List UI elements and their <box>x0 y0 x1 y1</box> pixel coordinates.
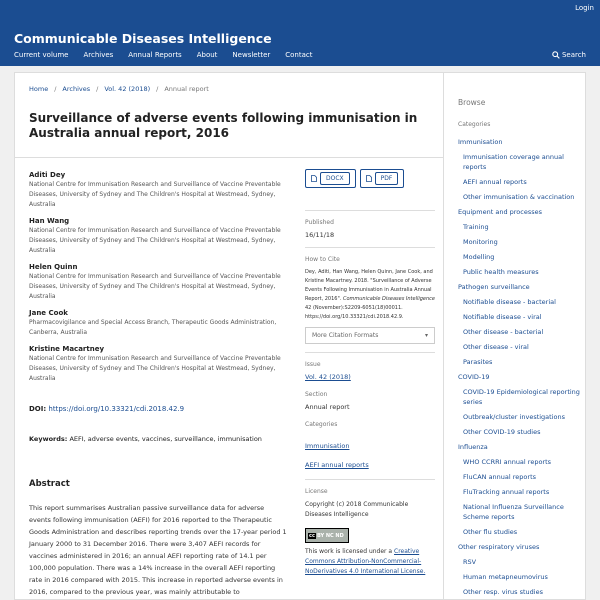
sidebar-subcategory-link[interactable]: Other disease - bacterial <box>463 328 544 336</box>
breadcrumb-current: Annual report <box>164 85 209 93</box>
sidebar-subcategory-link[interactable]: Other disease - viral <box>463 343 529 351</box>
article-title: Surveillance of adverse events following immunisation in Australia annual report, 2016 <box>29 111 418 140</box>
nav-contact[interactable]: Contact <box>285 51 313 59</box>
nav-newsletter[interactable]: Newsletter <box>232 51 271 59</box>
author-name: Kristine Macartney <box>29 345 105 353</box>
sidebar-category-link[interactable]: Other respiratory viruses <box>458 543 540 551</box>
sidebar-subcategory-link[interactable]: Parasites <box>463 358 493 366</box>
published-date: 16/11/18 <box>305 231 335 239</box>
author-entry <box>29 216 289 256</box>
doi-label: DOI: <box>29 405 47 413</box>
author-affiliation: National Centre for Immunisation Research and Surveillance of Vaccine Preventable Diseases, University of Sydney and The Children's Hospital at Westmead, Sydney, Australia <box>29 355 281 382</box>
sidebar-subcategory-link[interactable]: FluTracking annual reports <box>463 488 550 496</box>
citation-formats-label: More Citation Formats <box>312 332 379 339</box>
sidebar-subcategory-link[interactable]: Other flu studies <box>463 528 518 536</box>
author-entry <box>29 262 289 302</box>
breadcrumb-archives[interactable]: Archives <box>62 85 91 93</box>
citation-journal: Communicable Diseases Intelligence <box>342 296 435 302</box>
citation-text <box>305 268 435 322</box>
categories-label: Categories <box>305 421 338 428</box>
search-link[interactable] <box>552 51 586 59</box>
sidebar-subcategory-link[interactable]: Outbreak/cluster investigations <box>463 413 566 421</box>
published-label: Published <box>305 219 334 226</box>
sidebar-subcategory-link[interactable]: Other resp. virus studies <box>463 588 543 596</box>
abstract-heading: Abstract <box>29 479 70 489</box>
issue-label: Issue <box>305 361 321 368</box>
sidebar-subcategory-link[interactable]: Public health measures <box>463 268 539 276</box>
sidebar-subcategory-link[interactable]: Monitoring <box>463 238 498 246</box>
sidebar-subcategory-link[interactable]: Notifiable disease - viral <box>463 313 542 321</box>
section-value: Annual report <box>305 403 350 411</box>
article-panel <box>14 72 444 600</box>
sidebar-subcategory-link[interactable]: Modelling <box>463 253 495 261</box>
sidebar-subcategory-link[interactable]: Other immunisation & vaccination <box>463 193 575 201</box>
pdf-button[interactable] <box>360 169 405 188</box>
sidebar-subcategory-link[interactable]: Other COVID-19 studies <box>463 428 541 436</box>
license-label: License <box>305 488 328 495</box>
sidebar <box>444 72 586 600</box>
breadcrumb-separator: / <box>96 85 99 93</box>
author-entry <box>29 344 289 384</box>
sidebar-subcategory-link[interactable]: COVID-19 Epidemiological reporting series <box>463 388 580 406</box>
keywords-value: AEFI, adverse events, vaccines, surveillance, immunisation <box>69 435 262 443</box>
login-link[interactable]: Login <box>575 4 594 12</box>
sidebar-category-link[interactable]: Pathogen surveillance <box>458 283 530 291</box>
doi-line <box>29 405 184 413</box>
sidebar-subcategory-link[interactable]: FluCAN annual reports <box>463 473 537 481</box>
category-list <box>458 137 582 600</box>
category-link[interactable]: Immunisation <box>305 442 350 450</box>
sidebar-category-link[interactable]: Equipment and processes <box>458 208 543 216</box>
author-affiliation: National Centre for Immunisation Research and Surveillance of Vaccine Preventable Diseases, University of Sydney and The Children's Hospital at Westmead, Sydney, Australia <box>29 227 281 254</box>
browse-heading: Browse <box>458 98 486 107</box>
sidebar-category-link[interactable]: COVID-19 <box>458 373 490 381</box>
author-affiliation: National Centre for Immunisation Research and Surveillance of Vaccine Preventable Diseases, University of Sydney and The Children's Hospital at Westmead, Sydney, Australia <box>29 181 281 208</box>
cc-license-badge[interactable]: cc BY NC ND <box>305 528 349 543</box>
breadcrumb-home[interactable]: Home <box>29 85 49 93</box>
citation-formats-dropdown[interactable] <box>305 327 435 344</box>
keywords-line <box>29 435 262 443</box>
license-prefix: This work is licensed under a <box>305 548 395 555</box>
galley-links <box>305 169 435 188</box>
author-name: Han Wang <box>29 217 70 225</box>
license-statement <box>305 547 435 577</box>
abstract-text: This report summarises Australian passive surveillance data for adverse events following immunisation (AEFI) for 2016 reported to the Therapeutic Goods Administration and describes reporting trends over the 17-year period 1 January 2000 to 31 December 2016. There were 3,407 AEFI records for vaccines administered in 2016; an annual AEFI reporting rate of 14.1 per 100,000 population. There was a 14% increase in the overall AEFI reporting rate in 2016 compared with 2015. This increase in reported adverse events in 2016, compared to the previous year, was mainly attributable to <box>29 504 287 596</box>
author-name: Aditi Dey <box>29 171 66 179</box>
sidebar-subcategory-link[interactable]: National Influenza Surveillance Scheme reports <box>463 503 564 521</box>
sidebar-subcategory-link[interactable]: WHO CCRRI annual reports <box>463 458 552 466</box>
pdf-label: PDF <box>375 172 399 185</box>
license-link[interactable]: Creative Commons Attribution-NonCommercial-NoDerivatives 4.0 International License. <box>305 548 426 575</box>
author-entry <box>29 170 289 210</box>
sidebar-subcategory-link[interactable]: Human metapneumovirus <box>463 573 548 581</box>
breadcrumb-separator: / <box>156 85 159 93</box>
cite-label: How to Cite <box>305 256 340 263</box>
author-name: Jane Cook <box>29 309 68 317</box>
published-block <box>305 210 435 239</box>
chevron-down-icon: ▾ <box>424 332 428 339</box>
author-list <box>29 170 289 390</box>
main-nav <box>14 51 313 59</box>
author-name: Helen Quinn <box>29 263 78 271</box>
issue-block <box>305 352 435 471</box>
docx-label: DOCX <box>320 172 350 185</box>
sidebar-subcategory-link[interactable]: Notifiable disease - bacterial <box>463 298 556 306</box>
breadcrumb-volume[interactable]: Vol. 42 (2018) <box>104 85 151 93</box>
sidebar-subcategory-link[interactable]: Training <box>463 223 489 231</box>
sidebar-subcategory-link[interactable]: RSV <box>463 558 477 566</box>
doi-link[interactable]: https://doi.org/10.33321/cdi.2018.42.9 <box>48 405 185 413</box>
search-icon <box>552 51 560 59</box>
section-label: Section <box>305 391 328 398</box>
sidebar-category-link[interactable]: Immunisation <box>458 138 503 146</box>
keywords-label: Keywords: <box>29 435 68 443</box>
file-icon <box>311 175 317 182</box>
site-title[interactable]: Communicable Diseases Intelligence <box>14 31 272 46</box>
categories-heading: Categories <box>458 121 491 128</box>
breadcrumb-separator: / <box>54 85 57 93</box>
license-copyright: Copyright (c) 2018 Communicable Diseases Intelligence <box>305 501 409 518</box>
docx-button[interactable] <box>305 169 356 188</box>
nav-annual-reports[interactable]: Annual Reports <box>128 51 182 59</box>
citation-authors: Dey, Aditi, Han Wang, Helen Quinn, Jane Cook, and Kristine Macartney. 2018. "Surveillance of Adverse Events Following Immunisation in Australia Annual Report, 2016". <box>305 269 433 302</box>
sidebar-subcategory-link[interactable]: Immunisation coverage annual reports <box>463 153 564 171</box>
search-label: Search <box>561 51 586 59</box>
divider <box>15 157 444 158</box>
nav-archives[interactable]: Archives <box>83 51 114 59</box>
citation-block <box>305 247 435 344</box>
sidebar-category-link[interactable]: Influenza <box>458 443 488 451</box>
sidebar-subcategory-link[interactable]: AEFI annual reports <box>463 178 527 186</box>
nav-about[interactable]: About <box>196 51 218 59</box>
license-block <box>305 479 435 577</box>
site-header <box>0 0 600 66</box>
breadcrumb <box>29 85 209 93</box>
nav-current-volume[interactable]: Current volume <box>14 51 69 59</box>
citation-details: 42 (November):S2209-6051(18)00011. https://doi.org/10.33321/cdi.2018.42.9. <box>305 305 404 320</box>
author-affiliation: National Centre for Immunisation Research and Surveillance of Vaccine Preventable Diseases, University of Sydney and The Children's Hospital at Westmead, Sydney, Australia <box>29 273 281 300</box>
article-details <box>305 169 435 577</box>
file-icon <box>366 175 372 182</box>
author-affiliation: Pharmacovigilance and Special Access Branch, Therapeutic Goods Administration, Canberra, Australia <box>29 319 277 336</box>
issue-link[interactable]: Vol. 42 (2018) <box>305 373 351 381</box>
category-link[interactable]: AEFI annual reports <box>305 461 369 469</box>
author-entry <box>29 308 289 338</box>
